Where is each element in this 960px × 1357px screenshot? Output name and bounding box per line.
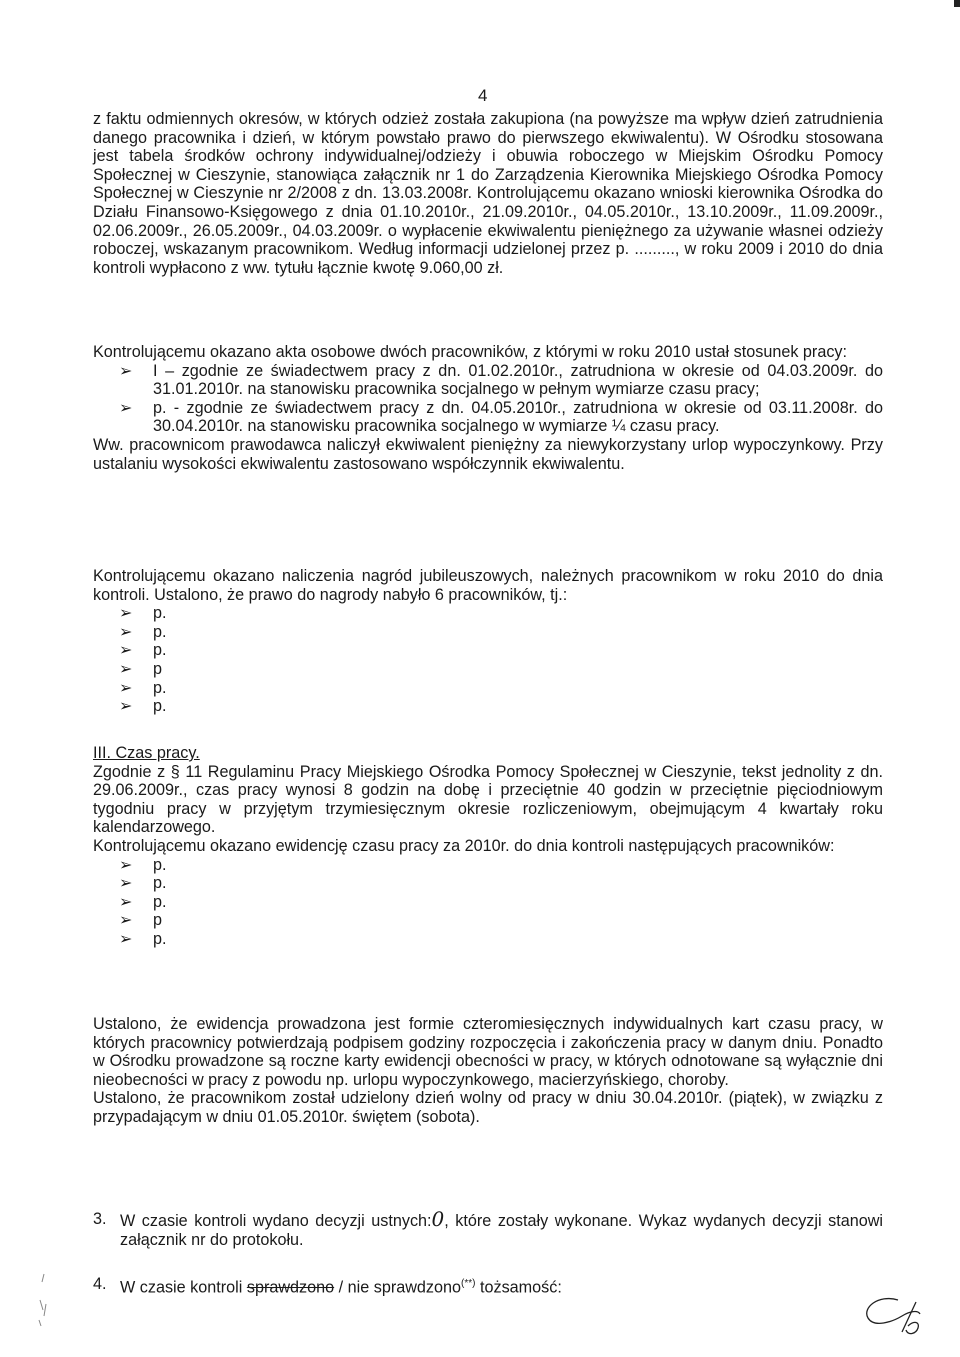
paragraph-akta-osobowe: [93, 343, 883, 473]
paragraph-text: Zgodnie z § 11 Regulaminu Pracy Miejskiego Ośrodka Pomocy Społecznej w Cieszynie, tekst jednolity z dn. 29.06.2009r., czas pracy wynosi 8 godzin na dobę i przeciętnie 40 godzin w przeciętnie pięciodniowym tygodniu pracy w przyjętym trzymiesięcznym okresie rozliczeniowym, obejmującym 4 kwartały roku kalendarzowego.: [93, 762, 883, 837]
paragraph-text: Kontrolującemu okazano ewidencję czasu pracy za 2010r. do dnia kontroli następujących pracowników:: [93, 836, 835, 855]
paragraph-ewidencja: [93, 1015, 883, 1127]
list-item: ➢ p.: [119, 678, 167, 697]
list-item: ➢ p.: [119, 641, 167, 660]
signature-initials-icon: [858, 1292, 928, 1340]
footnote-marker: (**): [461, 1278, 476, 1290]
arrow-bullet-icon: ➢: [119, 855, 133, 874]
list-item: ➢ p.: [119, 874, 167, 893]
list-item: ➢ p.: [119, 622, 167, 641]
jubilee-list: [93, 604, 883, 716]
item-number: 4.: [93, 1275, 107, 1294]
paragraph-text: Ustalono, że ewidencja prowadzona jest formie czteromiesięcznych indywidualnych kart czasu pracy, w których pracownicy potwierdzają podpisem godziny rozpoczęcia i zakończenia pracy w danym dniu. Ponadto w Ośrodku prowadzone są roczne karty ewidencji obecności w pracy, w których odnotowane są wyłącznie dni nieobecności w pracy z powodu np. urlopu wypoczynkowego, macierzyńskiego, choroby.: [93, 1015, 883, 1089]
paragraph-after: Ww. pracownicom prawodawca naliczył ekwiwalent pieniężny za niewykorzystany urlop wypoczynkowy. Przy ustalaniu wysokości ekwiwalentu zastosowano współczynnik ekwiwalentu.: [93, 435, 883, 473]
arrow-bullet-icon: ➢: [119, 874, 133, 893]
margin-marks-icon: [34, 1270, 54, 1330]
item-tozsamosc: 4. W czasie kontroli sprawdzono / nie sprawdzono(**) tożsamość:: [93, 1275, 562, 1297]
list-item: ➢ p.: [119, 929, 167, 948]
arrow-bullet-icon: ➢: [119, 641, 133, 660]
numbered-items: [93, 1207, 883, 1297]
list-item: ➢ p.: [119, 697, 167, 716]
list-item: ➢ p: [119, 659, 163, 678]
paragraph-intro: Kontrolującemu okazano naliczenia nagród jubileuszowych, należnych pracownikom w roku 2010 do dnia kontroli. Ustalono, że prawo do nagrody nabyło 6 pracowników, tj.:: [93, 567, 883, 604]
page-number: 4: [478, 86, 488, 105]
arrow-bullet-icon: ➢: [119, 911, 133, 930]
arrow-bullet-icon: ➢: [119, 659, 133, 678]
item-number: 3.: [93, 1210, 107, 1228]
list-item: ➢ p.: [119, 604, 167, 623]
struck-word: sprawdzono: [246, 1278, 335, 1297]
list-item: ➢ p. - zgodnie ze świadectwem pracy z dn. 04.05.2010r., zatrudniona w okresie od 03.11.2008r. do 30.04.2010r. na stanowisku pracownika socjalnego w wymiarze ¼ czasu pracy.: [119, 398, 883, 436]
section-czas-pracy: [93, 744, 883, 949]
item-decyzje: 3. W czasie kontroli wydano decyzji ustnych:0, które zostały wykonane. Wykaz wydanych decyzji stanowi załącznik nr do protokołu.: [93, 1207, 883, 1249]
arrow-bullet-icon: ➢: [119, 678, 133, 697]
list-item: ➢ p.: [119, 855, 167, 874]
employee-time-list: [93, 856, 883, 949]
arrow-bullet-icon: ➢: [119, 361, 133, 380]
section-heading: III. Czas pracy.: [93, 744, 200, 762]
arrow-bullet-icon: ➢: [119, 604, 133, 623]
scan-corner-mark: [954, 0, 960, 7]
arrow-bullet-icon: ➢: [119, 892, 133, 911]
list-item: ➢ p.: [119, 892, 167, 911]
arrow-bullet-icon: ➢: [119, 622, 133, 641]
paragraph-nagrody: [93, 567, 883, 716]
paragraph-ekwiwalent: [93, 110, 883, 277]
employee-list: [93, 362, 883, 436]
paragraph-text: Ustalono, że pracownikom został udzielony dzień wolny od pracy w dniu 30.04.2010r. (piątek), w związku z przypadającym w dniu 01.05.2010r. świętem (sobota).: [93, 1089, 883, 1126]
arrow-bullet-icon: ➢: [119, 398, 133, 417]
arrow-bullet-icon: ➢: [119, 697, 133, 716]
arrow-bullet-icon: ➢: [119, 929, 133, 948]
list-item: ➢ I – zgodnie ze świadectwem pracy z dn. 01.02.2010r., zatrudniona w okresie od 04.03.2009r. do 31.01.2010r. na stanowisku pracownika socjalnego w pełnym wymiarze czasu pracy;: [119, 361, 883, 399]
paragraph-text: z faktu odmiennych okresów, w których odzież została zakupiona (na powyższe ma wpływ dzień zatrudnienia danego pracownika i dzień, w którym powstało prawo do pierwszego ekwiwalentu). W Ośrodku stosowana jest tabela środków ochrony indywidualnej/odzieży i obuwia roboczego w Miejskim Ośrodku Pomocy Społecznej w Cieszynie, stanowiąca załącznik nr 1 do Zarządzenia Kierownika Miejskiego Ośrodka Pomocy Społecznej w Cieszynie nr 2/2008 z dn. 13.03.2008r. Kontrolującemu okazano wnioski kierownika Ośrodka do Działu Finansowo-Księgowego z dnia 01.10.2010r., 21.09.2010r., 04.05.2010r., 13.10.2009r., 11.09.2009r., 02.06.2009r., 26.05.2009r., 04.03.2009r. o wypłacenie ekwiwalentu pieniężnego za używanie własnei odzieży roboczej, wskazanym pracownikom. Według informacji udzielonej przez p. ........., w roku 2009 i 2010 do dnia kontroli wypłacono z ww. tytułu łącznie kwotę 9.060,00 zł.: [93, 110, 883, 277]
handwritten-zero: 0: [431, 1207, 445, 1231]
list-item: ➢ p: [119, 911, 163, 930]
paragraph-intro: Kontrolującemu okazano akta osobowe dwóch pracowników, z którymi w roku 2010 ustał stosunek pracy:: [93, 343, 848, 361]
